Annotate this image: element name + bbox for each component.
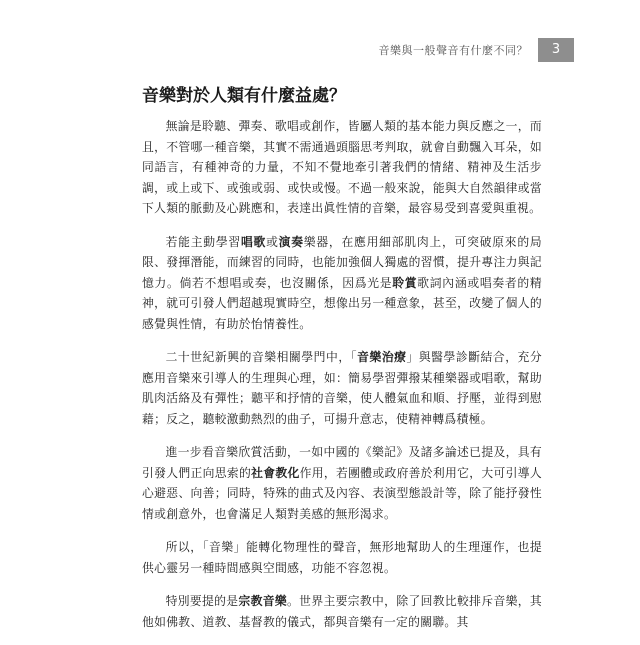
running-title: 音樂與一般聲音有什麼不同？	[378, 44, 528, 57]
text-run: 無論是聆聽、彈奏、歌唱或創作，皆屬人類的基本能力與反應之一，而且，不管哪一種音樂，其實不需通過頭腦思考判取，就會自動飄入耳朵，如同語言，有種神奇的力量，不知不覺地牽引著我們的情緒、精神及生活步調，或上或下、或強或弱、或快或慢。不過一般來說，能與大自然韻律或當下人類的脈動及心跳應和，表達出眞性情的音樂，最容易受到喜愛與重視。	[142, 119, 542, 215]
section-heading: 音樂對於人類有什麼益處？	[142, 86, 346, 106]
bold-term: 聆賞	[392, 275, 418, 290]
text-run: 進一步看音樂欣賞活動，一如中國的《樂記》及諸多論述已提及，具有引發人們正向思索的	[142, 445, 542, 480]
text-run: 所以，「音樂」能轉化物理性的聲音，無形地幫助人的生理運作，也提供心靈另一種時間感與空間感，功能不容忽視。	[142, 540, 542, 575]
body-paragraph	[142, 591, 542, 632]
page-body	[142, 84, 542, 645]
paragraph-list	[142, 116, 542, 632]
bold-term: 宗教音樂	[238, 594, 288, 608]
body-paragraph	[142, 116, 542, 219]
body-paragraph	[142, 347, 542, 429]
text-run: 或	[266, 234, 279, 249]
text-run: 。世界主要宗教中，除了回教比較排斥音樂，其他如佛教、道教、基督教的儀式，都與音樂有一定的關聯。其	[142, 594, 542, 629]
bold-term: 唱歌	[240, 234, 267, 249]
text-run: 若能主動學習	[165, 234, 241, 249]
body-paragraph	[142, 442, 542, 524]
text-run: 」與醫學診斷結合，充分應用音樂來引導人的生理與心理，如：簡易學習彈撥某種樂器或唱歌，幫助肌肉活絡及有彈性；聽平和抒情的音樂，使人體氣血和順、抒壓，並得到慰藉；反之，聽較激動熱烈的曲子，可揚升意志，使精神轉爲積極。	[142, 350, 542, 426]
page-number-badge: 3	[538, 38, 574, 62]
bold-term: 演奏	[278, 234, 304, 249]
page-header	[0, 38, 640, 62]
text-run: 樂器，在應用細部肌肉上，可突破原來的局限、發揮潛能，而練習的同時，也能加強個人獨處的習慣，提升專注力與記憶力。倘若不想唱或奏，也沒關係，因爲光是	[142, 234, 542, 290]
text-run: 作用，若團體或政府善於利用它，大可引導人心避惡、向善；同時，特殊的曲式及內容、表演型態設計等，除了能抒發性情或創意外，也會滿足人類對美感的無形渴求。	[142, 465, 542, 521]
bold-term: 社會教化	[251, 465, 300, 480]
text-run: 特別要提的是	[165, 594, 239, 608]
body-paragraph	[142, 232, 542, 335]
text-run: 歌詞內涵或唱奏者的精神，就可引發人們超越現實時空，想像出另一種意象，甚至，改變了個人的感覺與性情，有助於怡情養性。	[142, 275, 542, 331]
body-paragraph	[142, 537, 542, 578]
bold-term: 音樂治療	[357, 350, 407, 364]
text-run: 二十世紀新興的音樂相關學門中，「	[165, 350, 358, 364]
